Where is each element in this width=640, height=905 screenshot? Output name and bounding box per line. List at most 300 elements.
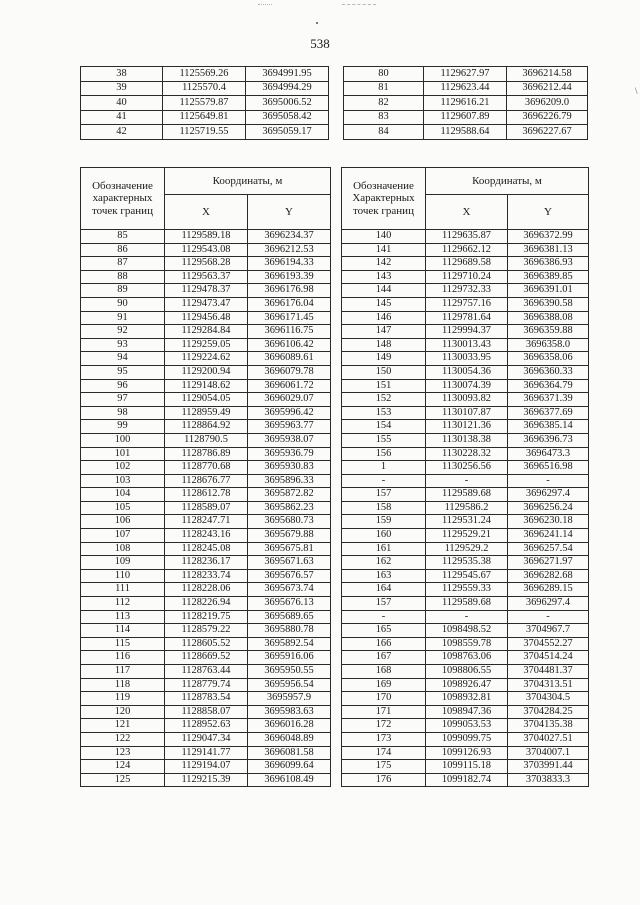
table-row (81, 110, 329, 125)
table-row (81, 393, 331, 407)
point-label-cell: 164 (342, 583, 426, 597)
y-coordinate-cell: 3694991.95 (246, 67, 329, 82)
x-coordinate-cell: 1129635.87 (426, 230, 508, 244)
point-label-cell: 82 (344, 96, 424, 111)
table-row (342, 393, 589, 407)
point-label-cell: 151 (342, 379, 426, 393)
y-coordinate-cell: 3695963.77 (248, 420, 331, 434)
y-coordinate-cell: 3696194.33 (248, 257, 331, 271)
y-coordinate-cell: 3695916.06 (248, 651, 331, 665)
y-coordinate-cell: 3696214.58 (507, 67, 588, 82)
table-row (342, 732, 589, 746)
point-label-cell: 101 (81, 447, 165, 461)
y-coordinate-cell: 3695676.57 (248, 569, 331, 583)
x-coordinate-cell: 1098498.52 (426, 624, 508, 638)
y-coordinate-cell: 3696241.14 (508, 529, 589, 543)
y-coordinate-cell: 3696193.39 (248, 270, 331, 284)
table-row (81, 420, 331, 434)
y-coordinate-cell: 3696116.75 (248, 325, 331, 339)
coordinates-table-top-right (343, 66, 588, 140)
x-coordinate-cell: 1129535.38 (426, 556, 508, 570)
point-label-cell: 84 (344, 125, 424, 140)
x-coordinate-cell: 1129607.89 (424, 110, 507, 125)
table-row (81, 81, 329, 96)
table-row (342, 311, 589, 325)
x-coordinate-cell: 1129563.37 (165, 270, 248, 284)
point-label-cell: 83 (344, 110, 424, 125)
table-row (342, 583, 589, 597)
point-label-cell: 150 (342, 365, 426, 379)
y-coordinate-cell: 3695872.82 (248, 488, 331, 502)
y-coordinate-cell: 3696209.0 (507, 96, 588, 111)
table-row (81, 474, 331, 488)
table-row (342, 705, 589, 719)
table-row (81, 610, 331, 624)
point-label-cell: 123 (81, 746, 165, 760)
x-coordinate-cell: 1129054.05 (165, 393, 248, 407)
table-row (342, 678, 589, 692)
x-coordinate-cell: 1129047.34 (165, 732, 248, 746)
point-label-cell: 125 (81, 773, 165, 787)
x-coordinate-cell: 1129141.77 (165, 746, 248, 760)
table-row (342, 243, 589, 257)
point-label-cell: 144 (342, 284, 426, 298)
y-coordinate-cell: 3695956.54 (248, 678, 331, 692)
y-coordinate-cell: 3704967.7 (508, 624, 589, 638)
y-coordinate-cell: 3694994.29 (246, 81, 329, 96)
point-label-cell: 170 (342, 692, 426, 706)
y-coordinate-cell: 3696271.97 (508, 556, 589, 570)
table-row (342, 379, 589, 393)
y-coordinate-cell: 3695673.74 (248, 583, 331, 597)
x-coordinate-cell: 1128589.07 (165, 501, 248, 515)
x-coordinate-cell: 1129284.84 (165, 325, 248, 339)
y-coordinate-cell: 3703991.44 (508, 760, 589, 774)
x-coordinate-cell: 1125569.26 (163, 67, 246, 82)
point-label-cell: 159 (342, 515, 426, 529)
x-coordinate-cell: 1129200.94 (165, 365, 248, 379)
table-row (342, 556, 589, 570)
point-label-cell: 163 (342, 569, 426, 583)
table-row (342, 597, 589, 611)
scan-artifact (316, 22, 318, 24)
x-coordinate-cell: 1129710.24 (426, 270, 508, 284)
x-coordinate-cell: 1129588.64 (424, 125, 507, 140)
point-label-cell: 111 (81, 583, 165, 597)
point-label-cell: 95 (81, 365, 165, 379)
y-coordinate-cell: 3696108.49 (248, 773, 331, 787)
table-row (81, 243, 331, 257)
table-row (81, 665, 331, 679)
table-row (81, 773, 331, 787)
table-row (81, 556, 331, 570)
y-coordinate-cell: 3696212.44 (507, 81, 588, 96)
y-coordinate-cell: 3703833.3 (508, 773, 589, 787)
y-coordinate-cell: 3696372.99 (508, 230, 589, 244)
x-coordinate-cell: 1129623.44 (424, 81, 507, 96)
x-coordinate-cell: 1128228.06 (165, 583, 248, 597)
table-row (344, 125, 588, 140)
y-coordinate-cell: 3695675.81 (248, 542, 331, 556)
point-label-cell: 156 (342, 447, 426, 461)
x-coordinate-cell: 1130054.36 (426, 365, 508, 379)
x-coordinate-cell: 1125579.87 (163, 96, 246, 111)
y-coordinate-cell: 3695862.23 (248, 501, 331, 515)
y-coordinate-cell: 3696099.64 (248, 760, 331, 774)
table-row (342, 284, 589, 298)
point-label-cell: 98 (81, 406, 165, 420)
x-coordinate-cell: 1130121.36 (426, 420, 508, 434)
x-coordinate-cell: 1128676.77 (165, 474, 248, 488)
table-row (81, 125, 329, 140)
point-label-cell: 148 (342, 338, 426, 352)
y-coordinate-cell: 3704135.38 (508, 719, 589, 733)
column-header-coordinates: Координаты, м (426, 168, 589, 195)
point-label-cell: 173 (342, 732, 426, 746)
y-coordinate-cell: 3696079.78 (248, 365, 331, 379)
table-row (81, 597, 331, 611)
point-label-cell: 96 (81, 379, 165, 393)
y-coordinate-cell: 3696364.79 (508, 379, 589, 393)
column-header-point-label: Обозначение Характерных точек границ (342, 168, 426, 230)
y-coordinate-cell: 3696106.42 (248, 338, 331, 352)
y-coordinate-cell: - (508, 474, 589, 488)
x-coordinate-cell: 1128612.78 (165, 488, 248, 502)
y-coordinate-cell: 3695679.88 (248, 529, 331, 543)
column-header-x: X (165, 195, 248, 230)
x-coordinate-cell: 1130107.87 (426, 406, 508, 420)
x-coordinate-cell: 1128236.17 (165, 556, 248, 570)
point-label-cell: 169 (342, 678, 426, 692)
y-coordinate-cell: 3704027.51 (508, 732, 589, 746)
table-row (342, 692, 589, 706)
x-coordinate-cell: 1129224.62 (165, 352, 248, 366)
point-label-cell: 140 (342, 230, 426, 244)
x-coordinate-cell: 1098926.47 (426, 678, 508, 692)
point-label-cell: 167 (342, 651, 426, 665)
y-coordinate-cell: 3696386.93 (508, 257, 589, 271)
table-row (81, 529, 331, 543)
point-label-cell: 92 (81, 325, 165, 339)
table-row (81, 569, 331, 583)
x-coordinate-cell: 1128579.22 (165, 624, 248, 638)
x-coordinate-cell: 1129689.58 (426, 257, 508, 271)
point-label-cell: 165 (342, 624, 426, 638)
point-label-cell: 108 (81, 542, 165, 556)
scan-artifact (258, 4, 272, 13)
x-coordinate-cell: 1129732.33 (426, 284, 508, 298)
point-label-cell: 110 (81, 569, 165, 583)
point-label-cell: 80 (344, 67, 424, 82)
point-label-cell: 147 (342, 325, 426, 339)
x-coordinate-cell: 1129478.37 (165, 284, 248, 298)
table-row (342, 447, 589, 461)
y-coordinate-cell: 3696029.07 (248, 393, 331, 407)
x-coordinate-cell: 1128669.52 (165, 651, 248, 665)
y-coordinate-cell: 3696396.73 (508, 433, 589, 447)
x-coordinate-cell: 1128243.16 (165, 529, 248, 543)
point-label-cell: 120 (81, 705, 165, 719)
x-coordinate-cell: 1099115.18 (426, 760, 508, 774)
x-coordinate-cell: 1129589.18 (165, 230, 248, 244)
table-row (81, 461, 331, 475)
x-coordinate-cell: 1128790.5 (165, 433, 248, 447)
point-label-cell: 174 (342, 746, 426, 760)
x-coordinate-cell: 1098947.36 (426, 705, 508, 719)
x-coordinate-cell: 1129148.62 (165, 379, 248, 393)
page-number: 538 (310, 36, 330, 51)
y-coordinate-cell: 3696234.37 (248, 230, 331, 244)
point-label-cell: 94 (81, 352, 165, 366)
y-coordinate-cell: 3695671.63 (248, 556, 331, 570)
table-row (81, 433, 331, 447)
point-label-cell: 114 (81, 624, 165, 638)
table-row (81, 637, 331, 651)
x-coordinate-cell: 1128952.63 (165, 719, 248, 733)
x-coordinate-cell: 1125570.4 (163, 81, 246, 96)
y-coordinate-cell: 3696297.4 (508, 597, 589, 611)
point-label-cell: 115 (81, 637, 165, 651)
y-coordinate-cell: 3696358.0 (508, 338, 589, 352)
x-coordinate-cell: 1129531.24 (426, 515, 508, 529)
point-label-cell: 145 (342, 297, 426, 311)
scan-artifact (342, 4, 376, 13)
y-coordinate-cell: 3696282.68 (508, 569, 589, 583)
point-label-cell: 99 (81, 420, 165, 434)
table-row (342, 406, 589, 420)
table-row (81, 311, 331, 325)
y-coordinate-cell: 3696171.45 (248, 311, 331, 325)
x-coordinate-cell: 1129616.21 (424, 96, 507, 111)
column-header-coordinates: Координаты, м (165, 168, 331, 195)
table-row (342, 325, 589, 339)
y-coordinate-cell: 3704481.37 (508, 665, 589, 679)
y-coordinate-cell: 3695006.52 (246, 96, 329, 111)
table-row (81, 732, 331, 746)
y-coordinate-cell: 3695930.83 (248, 461, 331, 475)
point-label-cell: 89 (81, 284, 165, 298)
y-coordinate-cell: 3695936.79 (248, 447, 331, 461)
table-row (342, 746, 589, 760)
x-coordinate-cell: 1129456.48 (165, 311, 248, 325)
table-row (342, 474, 589, 488)
x-coordinate-cell: 1128247.71 (165, 515, 248, 529)
table-row (342, 365, 589, 379)
table-row (81, 692, 331, 706)
point-label-cell: 175 (342, 760, 426, 774)
y-coordinate-cell: 3696388.08 (508, 311, 589, 325)
point-label-cell: 158 (342, 501, 426, 515)
point-label-cell: 176 (342, 773, 426, 787)
point-label-cell: 172 (342, 719, 426, 733)
point-label-cell: 146 (342, 311, 426, 325)
x-coordinate-cell: 1130138.38 (426, 433, 508, 447)
point-label-cell: 85 (81, 230, 165, 244)
point-label-cell: 100 (81, 433, 165, 447)
point-label-cell: 119 (81, 692, 165, 706)
y-coordinate-cell: 3696358.06 (508, 352, 589, 366)
table-row (81, 488, 331, 502)
point-label-cell: 124 (81, 760, 165, 774)
x-coordinate-cell: 1098559.78 (426, 637, 508, 651)
x-coordinate-cell: 1129194.07 (165, 760, 248, 774)
table-row (81, 746, 331, 760)
x-coordinate-cell: 1128605.52 (165, 637, 248, 651)
table-row (81, 257, 331, 271)
y-coordinate-cell: 3696257.54 (508, 542, 589, 556)
point-label-cell: 118 (81, 678, 165, 692)
point-label-cell: 87 (81, 257, 165, 271)
point-label-cell: - (342, 474, 426, 488)
x-coordinate-cell: 1130093.82 (426, 393, 508, 407)
table-row (344, 110, 588, 125)
table-row (342, 651, 589, 665)
y-coordinate-cell: 3696389.85 (508, 270, 589, 284)
y-coordinate-cell: 3696360.33 (508, 365, 589, 379)
table-row (81, 96, 329, 111)
point-label-cell: 157 (342, 488, 426, 502)
y-coordinate-cell: 3704284.25 (508, 705, 589, 719)
table-row (342, 230, 589, 244)
table-row (342, 420, 589, 434)
point-label-cell: 38 (81, 67, 163, 82)
y-coordinate-cell: 3696289.15 (508, 583, 589, 597)
point-label-cell: 41 (81, 110, 163, 125)
point-label-cell: 109 (81, 556, 165, 570)
table-row (342, 352, 589, 366)
y-coordinate-cell: 3696390.58 (508, 297, 589, 311)
point-label-cell: 106 (81, 515, 165, 529)
table-row (81, 325, 331, 339)
x-coordinate-cell: 1129627.97 (424, 67, 507, 82)
scan-artifact: \ (635, 86, 638, 96)
point-label-cell: 102 (81, 461, 165, 475)
table-row (344, 81, 588, 96)
table-row (342, 624, 589, 638)
x-coordinate-cell: 1129529.21 (426, 529, 508, 543)
x-coordinate-cell: 1129589.68 (426, 488, 508, 502)
y-coordinate-cell: 3696359.88 (508, 325, 589, 339)
y-coordinate-cell: 3695892.54 (248, 637, 331, 651)
x-coordinate-cell: 1129559.33 (426, 583, 508, 597)
x-coordinate-cell: 1099182.74 (426, 773, 508, 787)
x-coordinate-cell: 1128770.68 (165, 461, 248, 475)
point-label-cell: 122 (81, 732, 165, 746)
y-coordinate-cell: 3704514.24 (508, 651, 589, 665)
point-label-cell: 171 (342, 705, 426, 719)
table-row (342, 433, 589, 447)
point-label-cell: 93 (81, 338, 165, 352)
x-coordinate-cell: 1129473.47 (165, 297, 248, 311)
y-coordinate-cell: 3696381.13 (508, 243, 589, 257)
point-label-cell: 162 (342, 556, 426, 570)
point-label-cell: 91 (81, 311, 165, 325)
x-coordinate-cell: 1098806.55 (426, 665, 508, 679)
point-label-cell: 121 (81, 719, 165, 733)
y-coordinate-cell: - (508, 610, 589, 624)
point-label-cell: 107 (81, 529, 165, 543)
table-row (344, 96, 588, 111)
x-coordinate-cell: 1129259.05 (165, 338, 248, 352)
table-row (81, 624, 331, 638)
y-coordinate-cell: 3695689.65 (248, 610, 331, 624)
point-label-cell: 39 (81, 81, 163, 96)
coordinates-table-top-left (80, 66, 329, 140)
table-row (81, 338, 331, 352)
x-coordinate-cell: 1129781.64 (426, 311, 508, 325)
table-row (342, 488, 589, 502)
x-coordinate-cell: 1128786.89 (165, 447, 248, 461)
y-coordinate-cell: 3695983.63 (248, 705, 331, 719)
point-label-cell: 81 (344, 81, 424, 96)
point-label-cell: 160 (342, 529, 426, 543)
x-coordinate-cell: 1125649.81 (163, 110, 246, 125)
coordinates-table-left (80, 167, 331, 787)
table-row (342, 461, 589, 475)
x-coordinate-cell: 1098763.06 (426, 651, 508, 665)
column-header-x: X (426, 195, 508, 230)
point-label-cell: 1 (342, 461, 426, 475)
point-label-cell: 42 (81, 125, 163, 140)
y-coordinate-cell: 3696385.14 (508, 420, 589, 434)
y-coordinate-cell: 3695996.42 (248, 406, 331, 420)
y-coordinate-cell: 3696176.98 (248, 284, 331, 298)
x-coordinate-cell: 1098932.81 (426, 692, 508, 706)
point-label-cell: 105 (81, 501, 165, 515)
x-coordinate-cell: 1129568.28 (165, 257, 248, 271)
point-label-cell: 112 (81, 597, 165, 611)
x-coordinate-cell: 1128959.49 (165, 406, 248, 420)
x-coordinate-cell: 1128858.07 (165, 705, 248, 719)
y-coordinate-cell: 3696176.04 (248, 297, 331, 311)
y-coordinate-cell: 3695880.78 (248, 624, 331, 638)
y-coordinate-cell: 3696016.28 (248, 719, 331, 733)
y-coordinate-cell: 3696516.98 (508, 461, 589, 475)
x-coordinate-cell: 1130033.95 (426, 352, 508, 366)
point-label-cell: 97 (81, 393, 165, 407)
point-label-cell: 141 (342, 243, 426, 257)
table-row (342, 569, 589, 583)
y-coordinate-cell: 3696089.61 (248, 352, 331, 366)
table-row (81, 230, 331, 244)
x-coordinate-cell: 1129586.2 (426, 501, 508, 515)
table-row (81, 447, 331, 461)
table-row (342, 270, 589, 284)
point-label-cell: 40 (81, 96, 163, 111)
table-row (342, 297, 589, 311)
x-coordinate-cell: 1128783.54 (165, 692, 248, 706)
table-row (81, 651, 331, 665)
x-coordinate-cell: 1128779.74 (165, 678, 248, 692)
y-coordinate-cell: 3696256.24 (508, 501, 589, 515)
y-coordinate-cell: 3696227.67 (507, 125, 588, 140)
x-coordinate-cell: 1129589.68 (426, 597, 508, 611)
y-coordinate-cell: 3696473.3 (508, 447, 589, 461)
x-coordinate-cell: 1130228.32 (426, 447, 508, 461)
y-coordinate-cell: 3696048.89 (248, 732, 331, 746)
table-row (342, 665, 589, 679)
point-label-cell: 103 (81, 474, 165, 488)
table-row (342, 610, 589, 624)
point-label-cell: 149 (342, 352, 426, 366)
table-row (81, 67, 329, 82)
point-label-cell: 153 (342, 406, 426, 420)
table-row (342, 773, 589, 787)
x-coordinate-cell: 1125719.55 (163, 125, 246, 140)
x-coordinate-cell: 1128219.75 (165, 610, 248, 624)
y-coordinate-cell: 3704304.5 (508, 692, 589, 706)
point-label-cell: 90 (81, 297, 165, 311)
